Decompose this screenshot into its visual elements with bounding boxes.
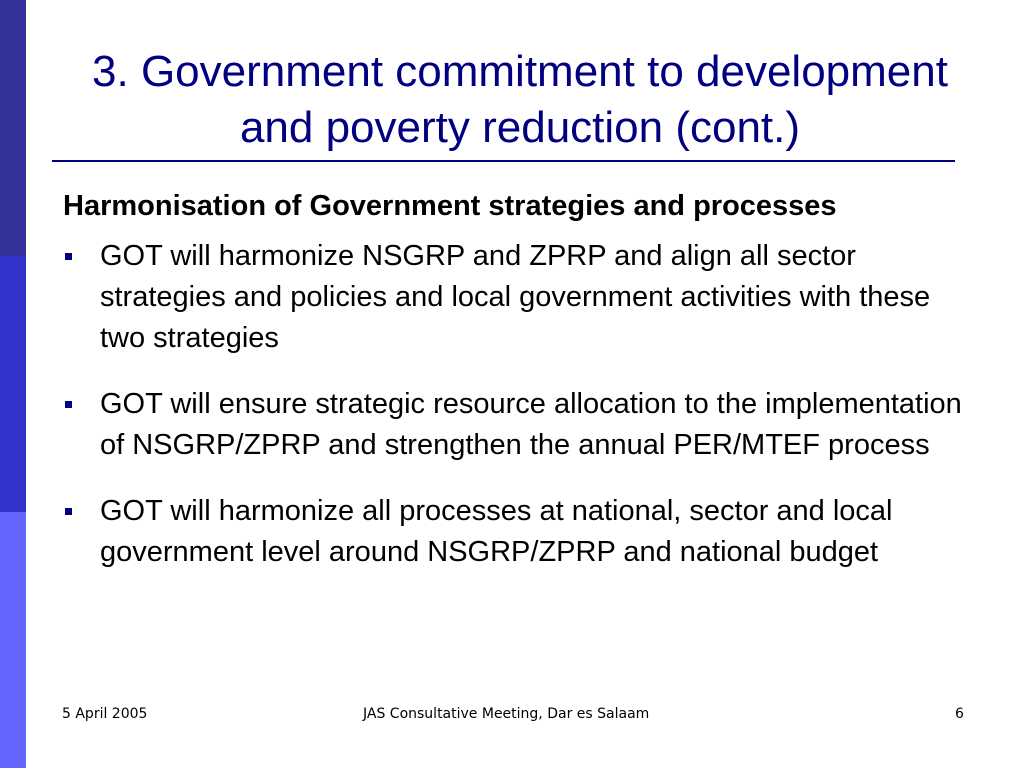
- bullet-text: GOT will ensure strategic resource allocation to the implementation of NSGRP/ZPRP and strengthen the annual PER/MTEF process: [100, 388, 962, 461]
- slide-title: [40, 44, 1000, 156]
- bullet-text: GOT will harmonize NSGRP and ZPRP and align all sector strategies and policies and local government activities with these two strategies: [100, 240, 931, 354]
- bullet-item: [62, 491, 962, 573]
- side-bar-middle: [0, 256, 26, 512]
- square-bullet-icon: [65, 253, 72, 260]
- bullet-text: GOT will harmonize all processes at national, sector and local government level around NSGRP/ZPRP and national budget: [100, 495, 893, 568]
- section-subheading: Harmonisation of Government strategies and processes: [63, 190, 837, 222]
- square-bullet-icon: [65, 508, 72, 515]
- side-bar-top: [0, 0, 26, 256]
- footer-event: JAS Consultative Meeting, Dar es Salaam: [363, 706, 650, 722]
- slide-title-line-1: 3. Government commitment to development: [92, 47, 948, 96]
- title-underline: [52, 160, 955, 162]
- page-number: 6: [955, 706, 964, 722]
- footer-date: 5 April 2005: [62, 706, 148, 722]
- square-bullet-icon: [65, 401, 72, 408]
- bullet-item: [62, 236, 962, 359]
- slide-title-line-2: and poverty reduction (cont.): [239, 103, 801, 152]
- bullet-item: [62, 384, 962, 466]
- side-bar-bottom: [0, 512, 26, 768]
- bullet-list: [62, 236, 962, 598]
